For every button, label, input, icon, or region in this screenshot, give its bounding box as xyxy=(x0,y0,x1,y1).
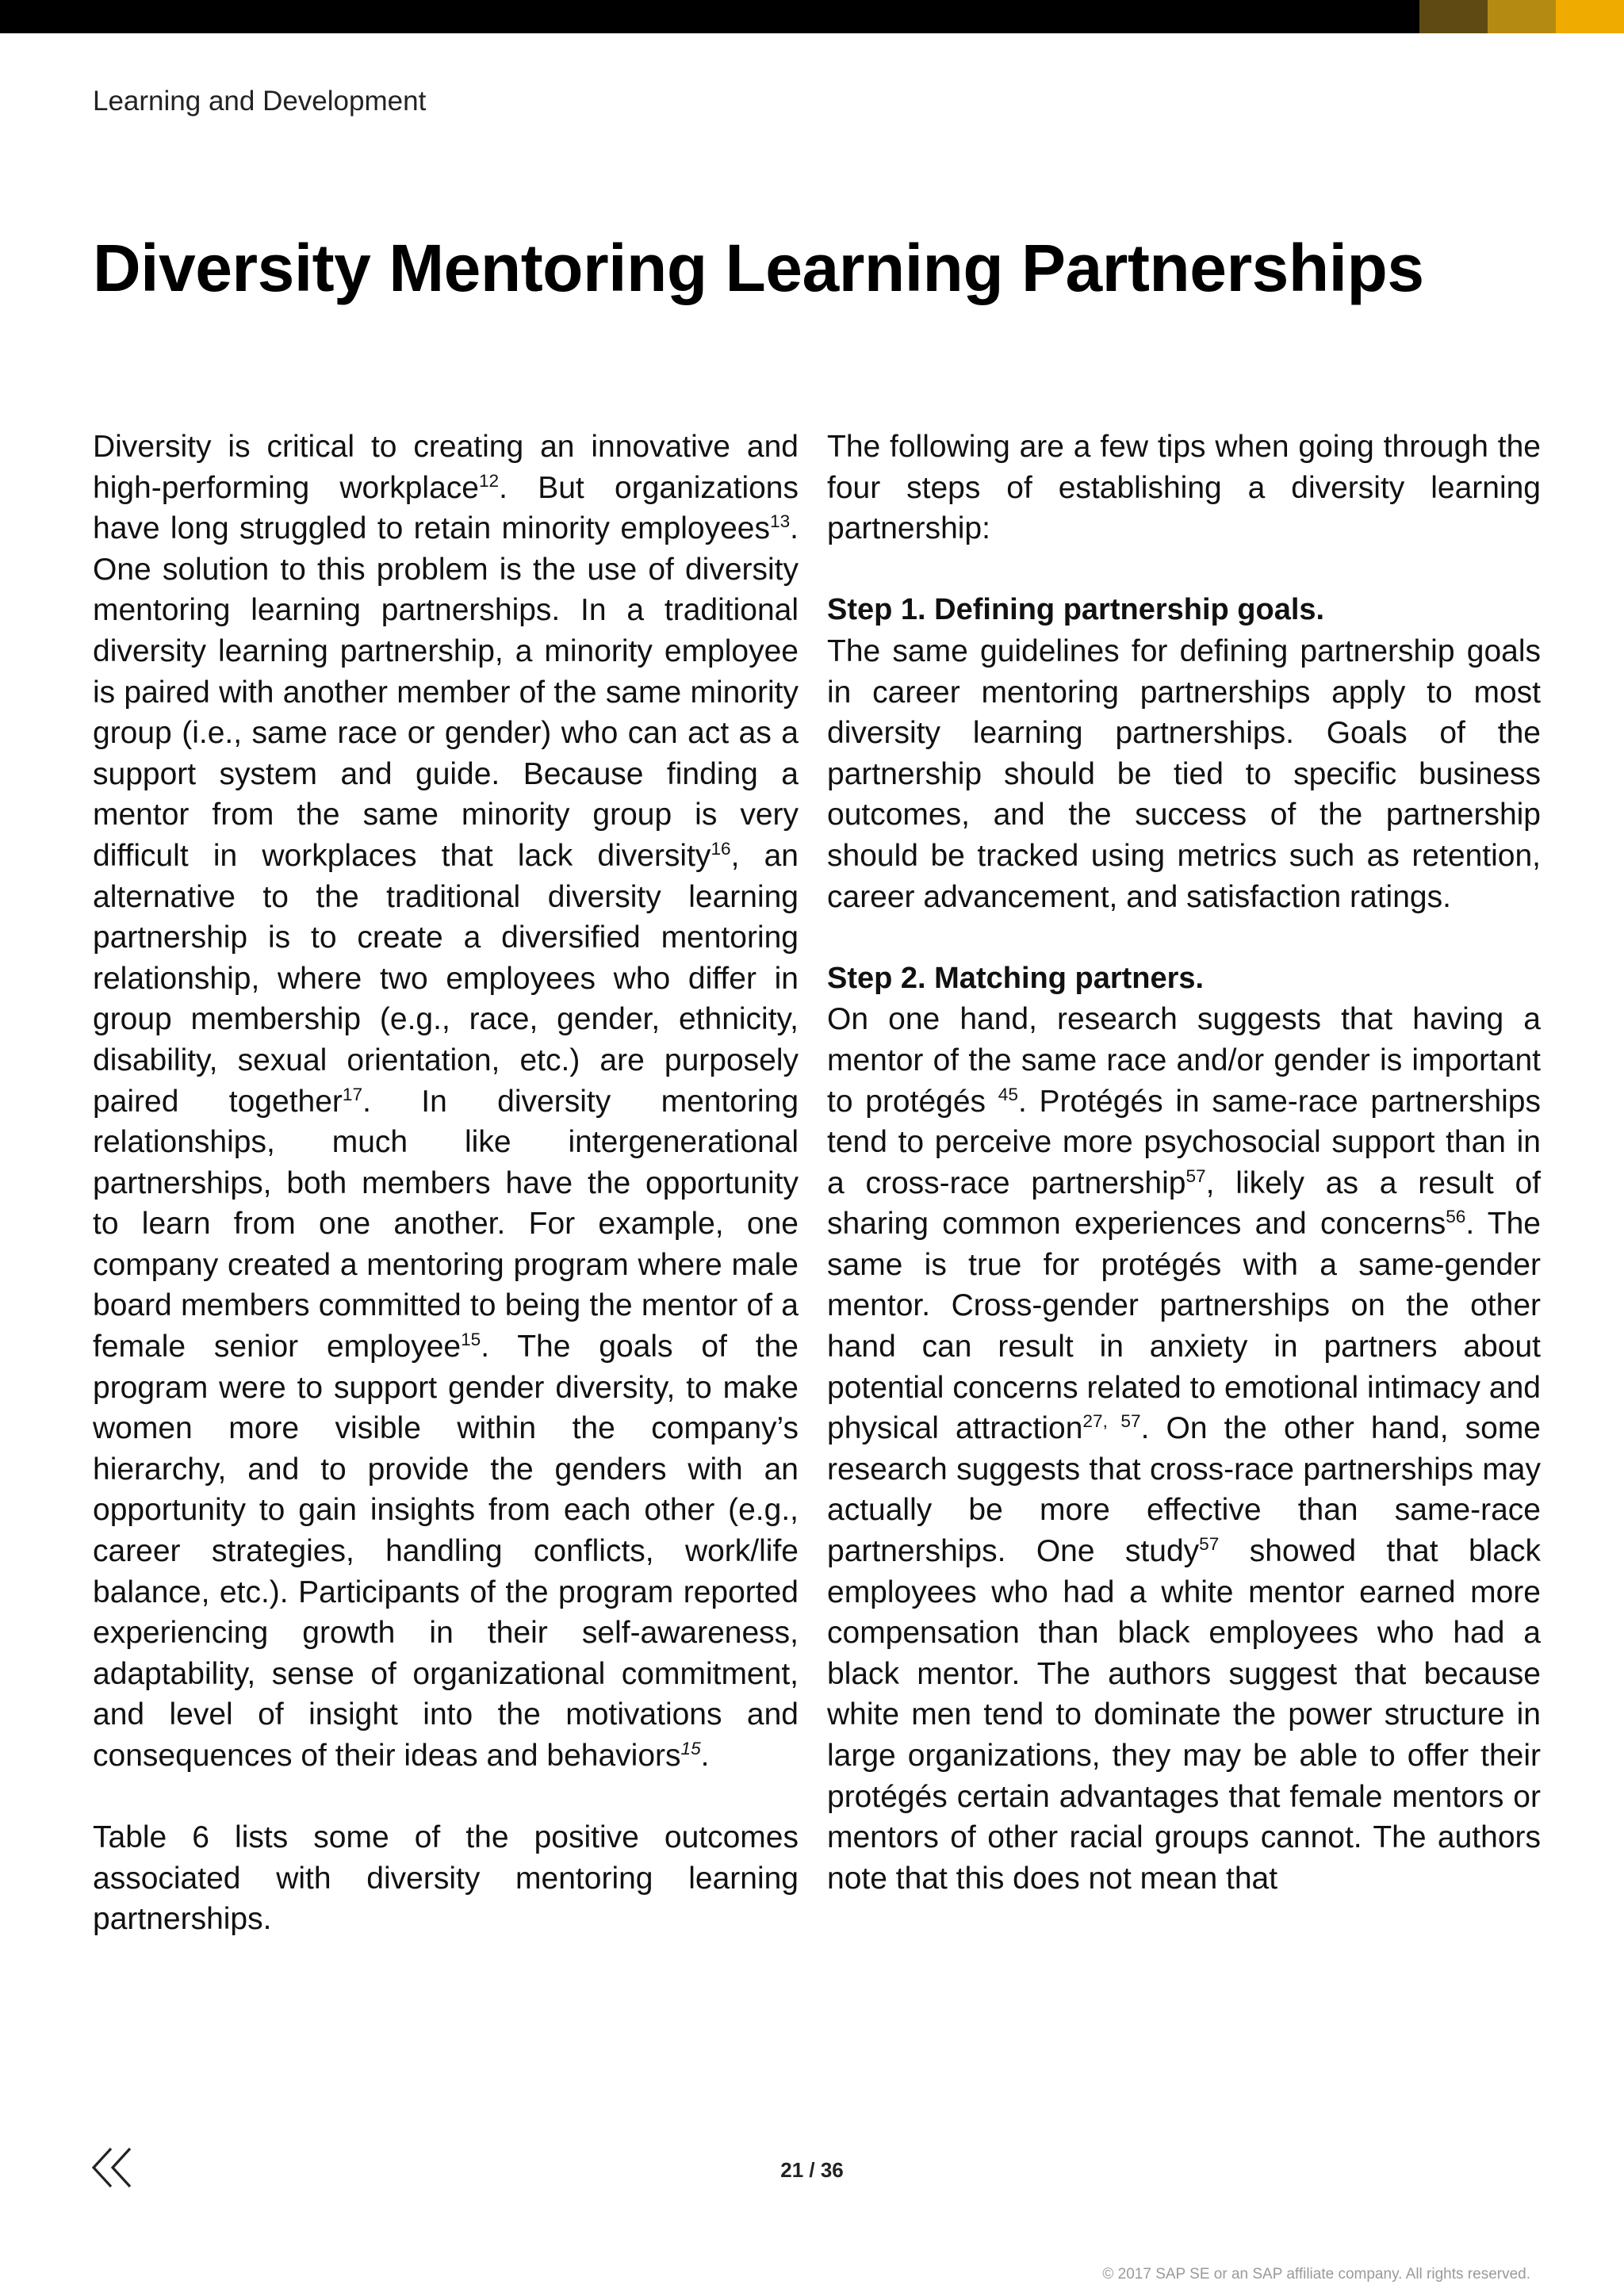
brand-swatch-gold xyxy=(1556,0,1624,33)
citation: 17 xyxy=(342,1084,363,1104)
step2-body: On one hand, research suggests that having a mentor of the same race and/or gender is important to protégés $^{45}$. Protégés in same-race partnerships tend to perceive more psychosocial support than in a cross-race partnership$^{57}$, likely as a result of sharing common experiences and concerns$^{56}$. The same is true for protégés with a same-gender mentor. Cross-gender partnerships on the other hand can result in anxiety in partners about potential concerns related to emotional intimacy and physical attraction$^{27, 57}$. On the other hand, some research suggests that cross-race partnerships may actually be more effective than same-race partnerships. One study$^{57}$ showed that black employees who had a white mentor earned more compensation than black employees who had a black mentor. The authors suggest that because white men tend to dominate the power structure in large organizations, they may be able to offer their protégés certain advantages that female mentors or mentors of other racial groups cannot. The authors note that this does not mean that xyxy=(827,1002,1541,1896)
citation: 56 xyxy=(1446,1207,1466,1227)
citation: 15 xyxy=(461,1330,481,1350)
citation: 13 xyxy=(770,511,791,532)
citation: 15 xyxy=(680,1739,701,1758)
citation: 16 xyxy=(710,838,731,859)
intro-paragraph: Diversity is critical to creating an innovative and high-performing workplace$^{12}$. But organizations have long struggled to retain minority employees$^{13}$. One solution to this problem is the use of diversity mentoring learning partnerships. In a traditional diversity learning partnership, a minority employee is paired with another member of the same minority group (i.e., same race or gender) who can act as a support system and guide. Because finding a mentor from the same minority group is very difficult in workplaces that lack diversity$^{16}$, an alternative to the traditional diversity learning partnership is to create a diversified mentoring relationship, where two employees who differ in group membership (e.g., race, gender, ethnicity, disability, sexual orientation, etc.) are purposely paired together$^{17}$. In diversity mentoring relationships, much like intergenerational partnerships, both members have the opportunity to learn from one another. For example, one company created a mentoring program where male board members committed to being the mentor of a female senior employee$^{15}$. The goals of the program were to support gender diversity, to make women more visible within the company’s hierarchy, and to provide the genders with an opportunity to gain insights from each other (e.g., career strategies, handling conflicts, work/life balance, etc.). Participants of the program reported experiencing growth in their self-awareness, adaptability, sense of organizational commitment, and level of insight into the motivations and consequences of their ideas and behaviors$^{15}$. xyxy=(93,430,799,1773)
step1-heading: Step 1. Defining partnership goals. xyxy=(827,593,1325,627)
tips-intro-paragraph: The following are a few tips when going through the four steps of establishing a diversity learning partnership: xyxy=(827,430,1541,546)
citation: 12 xyxy=(478,470,500,491)
step2-heading: Step 2. Matching partners. xyxy=(827,961,1205,995)
brand-swatch-mid xyxy=(1488,0,1556,33)
step1-body: The same guidelines for defining partnership goals in career mentoring partnerships apply to most diversity learning partnerships. Goals of the partnership should be tied to specific business outcomes, and the success of the partnership should be tracked using metrics such as retention, career advancement, and satisfaction ratings. xyxy=(827,633,1541,914)
section-label: Learning and Development xyxy=(93,86,427,117)
citation: 27, 57 xyxy=(1082,1411,1141,1432)
top-brand-bar xyxy=(0,0,1624,33)
left-column xyxy=(93,427,799,1940)
right-column xyxy=(827,427,1541,1899)
brand-swatch-dark xyxy=(1419,0,1488,33)
citation: 57 xyxy=(1185,1165,1206,1186)
table-reference-paragraph: Table 6 lists some of the positive outcomes associated with diversity mentoring learning partnerships. xyxy=(93,1820,799,1937)
citation: 45 xyxy=(998,1084,1018,1104)
page-number: 21 / 36 xyxy=(780,2158,844,2182)
copyright-notice: © 2017 SAP SE or an SAP affiliate company. All rights reserved. xyxy=(1102,2266,1530,2283)
page-title: Diversity Mentoring Learning Partnerships xyxy=(93,231,1424,305)
citation: 57 xyxy=(1199,1534,1220,1555)
